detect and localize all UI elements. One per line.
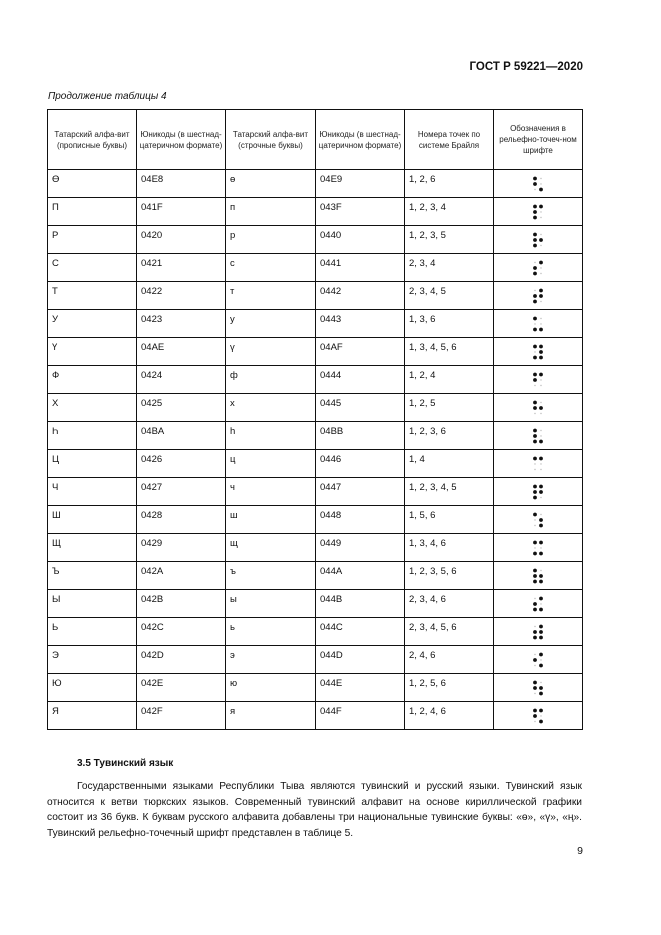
- cell-code-upper: 041F: [137, 198, 226, 226]
- cell-points: 2, 3, 4, 6: [405, 590, 494, 618]
- cell-lower: ө: [226, 170, 316, 198]
- cell-braille: [494, 226, 583, 254]
- braille-dot-empty: [540, 272, 541, 273]
- braille-dot-empty: [540, 429, 541, 430]
- braille-dot-raised: [533, 327, 537, 331]
- braille-cell-icon: [532, 287, 544, 304]
- cell-code-upper: 0427: [137, 478, 226, 506]
- table-body: [48, 170, 583, 730]
- table-row: [48, 282, 583, 310]
- braille-dot-raised: [533, 243, 537, 247]
- braille-dot-raised: [533, 344, 537, 348]
- cell-points: 1, 2, 6: [405, 170, 494, 198]
- braille-dot-empty: [534, 524, 535, 525]
- page-number: 9: [577, 845, 583, 857]
- braille-dot-empty: [540, 177, 541, 178]
- braille-dot-raised: [539, 574, 543, 578]
- braille-dot-empty: [534, 351, 535, 352]
- braille-dot-raised: [539, 327, 543, 331]
- braille-dot-empty: [540, 412, 541, 413]
- braille-dot-empty: [540, 681, 541, 682]
- cell-braille: [494, 562, 583, 590]
- cell-points: 1, 2, 3, 4: [405, 198, 494, 226]
- braille-dot-empty: [534, 463, 535, 464]
- braille-dot-raised: [539, 406, 543, 410]
- table-row: [48, 646, 583, 674]
- braille-dot-raised: [533, 658, 537, 662]
- braille-dot-empty: [540, 244, 541, 245]
- braille-dot-empty: [540, 715, 541, 716]
- cell-braille: [494, 338, 583, 366]
- cell-points: 1, 2, 4, 6: [405, 702, 494, 730]
- cell-code-lower: 0445: [316, 394, 405, 422]
- cell-lower: ъ: [226, 562, 316, 590]
- cell-braille: [494, 590, 583, 618]
- cell-lower: щ: [226, 534, 316, 562]
- table-row: [48, 338, 583, 366]
- cell-points: 1, 2, 3, 6: [405, 422, 494, 450]
- braille-dot-raised: [533, 607, 537, 611]
- col-header-upper: Татарский алфа-вит (прописные буквы): [48, 110, 137, 170]
- cell-braille: [494, 674, 583, 702]
- cell-braille: [494, 198, 583, 226]
- table-row: [48, 310, 583, 338]
- braille-dot-raised: [533, 439, 537, 443]
- braille-dot-empty: [540, 233, 541, 234]
- braille-dot-empty: [534, 653, 535, 654]
- cell-upper: Ф: [48, 366, 137, 394]
- braille-dot-raised: [533, 456, 537, 460]
- cell-code-lower: 0442: [316, 282, 405, 310]
- table-caption: Продолжение таблицы 4: [48, 91, 167, 102]
- cell-points: 1, 2, 5: [405, 394, 494, 422]
- cell-upper: Һ: [48, 422, 137, 450]
- braille-dot-empty: [540, 435, 541, 436]
- table-row: [48, 170, 583, 198]
- cell-upper: Щ: [48, 534, 137, 562]
- cell-lower: ы: [226, 590, 316, 618]
- braille-dot-empty: [534, 519, 535, 520]
- cell-upper: Ъ: [48, 562, 137, 590]
- cell-braille: [494, 422, 583, 450]
- cell-upper: Т: [48, 282, 137, 310]
- braille-dot-raised: [539, 187, 543, 191]
- cell-code-lower: 044B: [316, 590, 405, 618]
- braille-cell-icon: [532, 651, 544, 668]
- braille-dot-raised: [533, 579, 537, 583]
- cell-lower: ш: [226, 506, 316, 534]
- table-row: [48, 198, 583, 226]
- cell-braille: [494, 646, 583, 674]
- cell-upper: Ш: [48, 506, 137, 534]
- cell-points: 2, 4, 6: [405, 646, 494, 674]
- cell-lower: х: [226, 394, 316, 422]
- braille-dot-raised: [533, 490, 537, 494]
- cell-code-lower: 0443: [316, 310, 405, 338]
- cell-braille: [494, 394, 583, 422]
- cell-upper: У: [48, 310, 137, 338]
- braille-dot-empty: [540, 659, 541, 660]
- cell-lower: т: [226, 282, 316, 310]
- cell-code-lower: 044F: [316, 702, 405, 730]
- braille-dot-raised: [539, 663, 543, 667]
- braille-dot-raised: [539, 579, 543, 583]
- braille-dot-raised: [533, 294, 537, 298]
- braille-dot-empty: [534, 664, 535, 665]
- cell-code-upper: 04BA: [137, 422, 226, 450]
- braille-dot-empty: [540, 216, 541, 217]
- table-row: [48, 534, 583, 562]
- braille-dot-raised: [533, 635, 537, 639]
- document-id: ГОСТ Р 59221—2020: [469, 61, 583, 73]
- cell-braille: [494, 534, 583, 562]
- braille-cell-icon: [532, 259, 544, 276]
- braille-dot-empty: [540, 384, 541, 385]
- col-header-lower: Татарский алфа-вит (строчные буквы): [226, 110, 316, 170]
- braille-dot-raised: [539, 344, 543, 348]
- braille-dot-raised: [539, 238, 543, 242]
- braille-dot-empty: [534, 412, 535, 413]
- cell-lower: ю: [226, 674, 316, 702]
- braille-table: [47, 109, 583, 730]
- table-row: [48, 450, 583, 478]
- cell-code-lower: 0447: [316, 478, 405, 506]
- cell-code-lower: 0444: [316, 366, 405, 394]
- braille-dot-raised: [539, 439, 543, 443]
- cell-code-upper: 0429: [137, 534, 226, 562]
- cell-upper: Ь: [48, 618, 137, 646]
- col-header-braille: Обозначения в рельефно-точеч-ном шрифте: [494, 110, 583, 170]
- braille-dot-raised: [533, 540, 537, 544]
- braille-dot-raised: [533, 176, 537, 180]
- braille-cell-icon: [532, 595, 544, 612]
- braille-dot-raised: [539, 691, 543, 695]
- braille-dot-raised: [539, 523, 543, 527]
- braille-dot-raised: [539, 355, 543, 359]
- braille-dot-raised: [533, 299, 537, 303]
- braille-dot-empty: [534, 261, 535, 262]
- braille-dot-raised: [539, 288, 543, 292]
- braille-cell-icon: [532, 539, 544, 556]
- braille-dot-raised: [539, 624, 543, 628]
- braille-dot-raised: [533, 271, 537, 275]
- braille-dot-raised: [539, 490, 543, 494]
- cell-code-upper: 0424: [137, 366, 226, 394]
- braille-dot-raised: [539, 518, 543, 522]
- braille-dot-raised: [539, 456, 543, 460]
- braille-cell-icon: [532, 203, 544, 220]
- cell-braille: [494, 366, 583, 394]
- braille-dot-raised: [533, 434, 537, 438]
- cell-points: 2, 3, 4, 5: [405, 282, 494, 310]
- braille-dot-raised: [533, 182, 537, 186]
- cell-upper: Х: [48, 394, 137, 422]
- cell-code-lower: 0449: [316, 534, 405, 562]
- cell-code-lower: 04BB: [316, 422, 405, 450]
- braille-dot-empty: [534, 720, 535, 721]
- table-row: [48, 506, 583, 534]
- braille-dot-raised: [533, 316, 537, 320]
- cell-points: 1, 3, 4, 5, 6: [405, 338, 494, 366]
- cell-points: 1, 2, 4: [405, 366, 494, 394]
- braille-dot-empty: [540, 300, 541, 301]
- braille-dot-raised: [533, 574, 537, 578]
- cell-upper: Ү: [48, 338, 137, 366]
- braille-dot-empty: [540, 317, 541, 318]
- braille-dot-empty: [534, 468, 535, 469]
- cell-braille: [494, 618, 583, 646]
- cell-code-lower: 0446: [316, 450, 405, 478]
- table-row: [48, 226, 583, 254]
- cell-code-lower: 0440: [316, 226, 405, 254]
- braille-dot-raised: [539, 686, 543, 690]
- braille-dot-empty: [540, 547, 541, 548]
- braille-dot-raised: [539, 350, 543, 354]
- braille-dot-empty: [540, 323, 541, 324]
- braille-dot-empty: [540, 211, 541, 212]
- braille-dot-raised: [533, 495, 537, 499]
- braille-cell-icon: [532, 231, 544, 248]
- braille-dot-raised: [533, 215, 537, 219]
- cell-code-lower: 0441: [316, 254, 405, 282]
- braille-dot-empty: [540, 603, 541, 604]
- table-row: [48, 394, 583, 422]
- braille-dot-empty: [540, 379, 541, 380]
- cell-lower: я: [226, 702, 316, 730]
- cell-code-lower: 0448: [316, 506, 405, 534]
- cell-upper: Ю: [48, 674, 137, 702]
- cell-lower: р: [226, 226, 316, 254]
- cell-points: 1, 3, 6: [405, 310, 494, 338]
- braille-dot-raised: [533, 680, 537, 684]
- cell-points: 1, 2, 3, 5: [405, 226, 494, 254]
- cell-lower: п: [226, 198, 316, 226]
- cell-braille: [494, 282, 583, 310]
- braille-dot-raised: [533, 630, 537, 634]
- cell-code-upper: 042F: [137, 702, 226, 730]
- cell-lower: с: [226, 254, 316, 282]
- braille-dot-empty: [534, 188, 535, 189]
- braille-dot-raised: [539, 719, 543, 723]
- cell-points: 2, 3, 4: [405, 254, 494, 282]
- col-header-points: Номера точек по системе Брайля: [405, 110, 494, 170]
- cell-lower: ь: [226, 618, 316, 646]
- braille-dot-raised: [533, 551, 537, 555]
- braille-dot-raised: [533, 204, 537, 208]
- col-header-code-upper: Юникоды (в шестнад-цатеричном формате): [137, 110, 226, 170]
- cell-upper: Ө: [48, 170, 137, 198]
- cell-braille: [494, 450, 583, 478]
- cell-code-lower: 044E: [316, 674, 405, 702]
- cell-code-upper: 04AE: [137, 338, 226, 366]
- cell-code-upper: 0422: [137, 282, 226, 310]
- braille-dot-empty: [540, 463, 541, 464]
- braille-dot-raised: [533, 266, 537, 270]
- table-row: [48, 478, 583, 506]
- braille-dot-raised: [533, 484, 537, 488]
- braille-cell-icon: [532, 399, 544, 416]
- cell-lower: ц: [226, 450, 316, 478]
- braille-dot-empty: [540, 401, 541, 402]
- braille-dot-raised: [533, 602, 537, 606]
- cell-points: 1, 2, 3, 5, 6: [405, 562, 494, 590]
- braille-dot-empty: [534, 384, 535, 385]
- braille-dot-empty: [534, 625, 535, 626]
- cell-code-lower: 044C: [316, 618, 405, 646]
- section-paragraph: Государственными языками Республики Тыва являются тувинский и русский языки. Тувинский язык относится к ветви тюркских языков. Современный тувинский алфавит на основе кириллической графики состоит из 36 букв. К буквам русского алфавита добавлены три национальные тувинские буквы: «ө», «ү», «ң». Тувинский рельефно-точечный шрифт представлен в таблице 5.: [47, 781, 582, 839]
- cell-points: 1, 5, 6: [405, 506, 494, 534]
- braille-dot-raised: [533, 400, 537, 404]
- cell-code-upper: 0428: [137, 506, 226, 534]
- cell-lower: у: [226, 310, 316, 338]
- braille-dot-raised: [539, 484, 543, 488]
- cell-code-upper: 042A: [137, 562, 226, 590]
- braille-dot-empty: [540, 267, 541, 268]
- braille-cell-icon: [532, 567, 544, 584]
- braille-dot-raised: [539, 596, 543, 600]
- cell-code-lower: 04E9: [316, 170, 405, 198]
- cell-lower: ч: [226, 478, 316, 506]
- cell-upper: Я: [48, 702, 137, 730]
- braille-cell-icon: [532, 511, 544, 528]
- braille-dot-raised: [539, 708, 543, 712]
- cell-code-upper: 0423: [137, 310, 226, 338]
- braille-dot-raised: [533, 378, 537, 382]
- cell-lower: һ: [226, 422, 316, 450]
- braille-cell-icon: [532, 707, 544, 724]
- braille-dot-raised: [533, 568, 537, 572]
- cell-braille: [494, 506, 583, 534]
- cell-code-upper: 042C: [137, 618, 226, 646]
- cell-code-lower: 04AF: [316, 338, 405, 366]
- table-row: [48, 590, 583, 618]
- braille-dot-raised: [539, 635, 543, 639]
- braille-dot-empty: [540, 496, 541, 497]
- braille-dot-raised: [533, 238, 537, 242]
- cell-code-upper: 0426: [137, 450, 226, 478]
- table-row: [48, 674, 583, 702]
- table-row: [48, 562, 583, 590]
- cell-code-upper: 04E8: [137, 170, 226, 198]
- cell-upper: Ч: [48, 478, 137, 506]
- cell-code-upper: 042D: [137, 646, 226, 674]
- cell-upper: П: [48, 198, 137, 226]
- braille-dot-raised: [533, 210, 537, 214]
- braille-dot-raised: [539, 204, 543, 208]
- braille-dot-empty: [540, 569, 541, 570]
- table-row: [48, 422, 583, 450]
- braille-dot-empty: [534, 323, 535, 324]
- braille-dot-raised: [539, 607, 543, 611]
- cell-points: 2, 3, 4, 5, 6: [405, 618, 494, 646]
- cell-braille: [494, 702, 583, 730]
- braille-dot-raised: [533, 406, 537, 410]
- cell-points: 1, 4: [405, 450, 494, 478]
- braille-dot-raised: [539, 630, 543, 634]
- table-row: [48, 254, 583, 282]
- col-header-code-lower: Юникоды (в шестнад-цатеричном формате): [316, 110, 405, 170]
- cell-braille: [494, 254, 583, 282]
- braille-dot-empty: [534, 289, 535, 290]
- cell-lower: э: [226, 646, 316, 674]
- braille-dot-raised: [533, 232, 537, 236]
- braille-dot-empty: [540, 183, 541, 184]
- braille-dot-raised: [533, 686, 537, 690]
- braille-dot-empty: [540, 468, 541, 469]
- cell-code-upper: 0425: [137, 394, 226, 422]
- braille-dot-raised: [539, 540, 543, 544]
- braille-cell-icon: [532, 315, 544, 332]
- cell-code-lower: 044A: [316, 562, 405, 590]
- braille-dot-raised: [533, 714, 537, 718]
- braille-dot-empty: [534, 597, 535, 598]
- cell-upper: Э: [48, 646, 137, 674]
- braille-dot-empty: [534, 547, 535, 548]
- braille-cell-icon: [532, 175, 544, 192]
- table-header-row: [48, 110, 583, 170]
- cell-braille: [494, 310, 583, 338]
- braille-cell-icon: [532, 679, 544, 696]
- cell-points: 1, 3, 4, 6: [405, 534, 494, 562]
- braille-cell-icon: [532, 371, 544, 388]
- braille-dot-raised: [539, 294, 543, 298]
- cell-braille: [494, 478, 583, 506]
- braille-cell-icon: [532, 427, 544, 444]
- braille-dot-raised: [533, 428, 537, 432]
- braille-dot-raised: [533, 708, 537, 712]
- braille-cell-icon: [532, 343, 544, 360]
- cell-code-lower: 043F: [316, 198, 405, 226]
- cell-upper: Ц: [48, 450, 137, 478]
- braille-dot-raised: [539, 260, 543, 264]
- cell-code-lower: 044D: [316, 646, 405, 674]
- braille-dot-raised: [533, 372, 537, 376]
- braille-dot-raised: [539, 652, 543, 656]
- cell-points: 1, 2, 5, 6: [405, 674, 494, 702]
- cell-braille: [494, 170, 583, 198]
- cell-code-upper: 042B: [137, 590, 226, 618]
- braille-dot-raised: [539, 372, 543, 376]
- braille-dot-raised: [533, 355, 537, 359]
- cell-points: 1, 2, 3, 4, 5: [405, 478, 494, 506]
- braille-dot-raised: [533, 512, 537, 516]
- cell-upper: Ы: [48, 590, 137, 618]
- braille-dot-empty: [534, 692, 535, 693]
- cell-code-upper: 0421: [137, 254, 226, 282]
- table-row: [48, 702, 583, 730]
- section-title: 3.5 Тувинский язык: [77, 758, 174, 769]
- cell-lower: ү: [226, 338, 316, 366]
- braille-cell-icon: [532, 483, 544, 500]
- braille-cell-icon: [532, 623, 544, 640]
- braille-dot-empty: [540, 513, 541, 514]
- braille-cell-icon: [532, 455, 544, 472]
- cell-upper: Р: [48, 226, 137, 254]
- cell-code-upper: 0420: [137, 226, 226, 254]
- cell-lower: ф: [226, 366, 316, 394]
- table-row: [48, 618, 583, 646]
- braille-dot-raised: [539, 551, 543, 555]
- cell-code-upper: 042E: [137, 674, 226, 702]
- table-row: [48, 366, 583, 394]
- cell-upper: С: [48, 254, 137, 282]
